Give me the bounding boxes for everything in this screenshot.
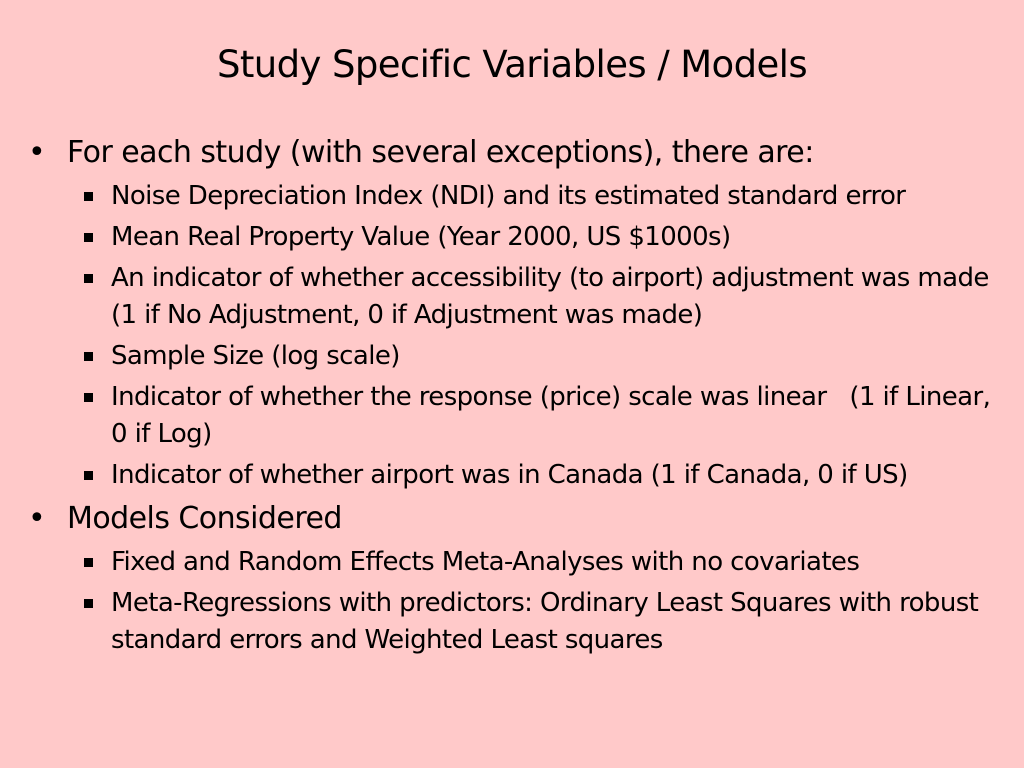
sub-bullet: [26, 260, 1006, 334]
square-bullet-icon: [84, 393, 93, 402]
sub-bullet-list: [26, 544, 1006, 659]
sub-bullet-text: Noise Depreciation Index (NDI) and its estimated standard error: [111, 181, 906, 211]
square-bullet-icon: [84, 352, 93, 361]
sub-bullet-list: [26, 178, 1006, 494]
bullet-text: For each study (with several exceptions), there are:: [67, 135, 814, 170]
square-bullet-icon: [84, 599, 93, 608]
sub-bullet: [26, 544, 1006, 581]
sub-bullet: [26, 219, 1006, 256]
sub-bullet-text: Indicator of whether the response (price) scale was linear (1 if Linear, 0 if Log): [111, 382, 998, 449]
sub-bullet-text: Meta-Regressions with predictors: Ordinary Least Squares with robust standard errors and Weighted Least squares: [111, 588, 979, 655]
square-bullet-icon: [84, 274, 93, 283]
sub-bullet: [26, 178, 1006, 215]
square-bullet-icon: [84, 233, 93, 242]
square-bullet-icon: [84, 192, 93, 201]
bullet-level1: [26, 130, 1006, 176]
square-bullet-icon: [84, 471, 93, 480]
slide-title: Study Specific Variables / Models: [217, 43, 807, 86]
round-bullet-icon: •: [28, 135, 46, 170]
bullet-text: Models Considered: [67, 501, 342, 536]
bullet-group-studies: [26, 130, 1006, 494]
sub-bullet: [26, 338, 1006, 375]
bullet-group-models: [26, 496, 1006, 659]
sub-bullet-text: Mean Real Property Value (Year 2000, US $1000s): [111, 222, 731, 252]
sub-bullet: [26, 379, 1006, 453]
sub-bullet: [26, 457, 1006, 494]
sub-bullet-text: Fixed and Random Effects Meta-Analyses with no covariates: [111, 547, 860, 577]
slide-content: [26, 130, 1006, 661]
sub-bullet-text: An indicator of whether accessibility (to airport) adjustment was made (1 if No Adjustment, 0 if Adjustment was made): [111, 263, 989, 330]
sub-bullet-text: Sample Size (log scale): [111, 341, 400, 371]
sub-bullet-text: Indicator of whether airport was in Canada (1 if Canada, 0 if US): [111, 460, 908, 490]
round-bullet-icon: •: [28, 501, 46, 536]
square-bullet-icon: [84, 558, 93, 567]
sub-bullet: [26, 585, 1006, 659]
bullet-level1: [26, 496, 1006, 542]
